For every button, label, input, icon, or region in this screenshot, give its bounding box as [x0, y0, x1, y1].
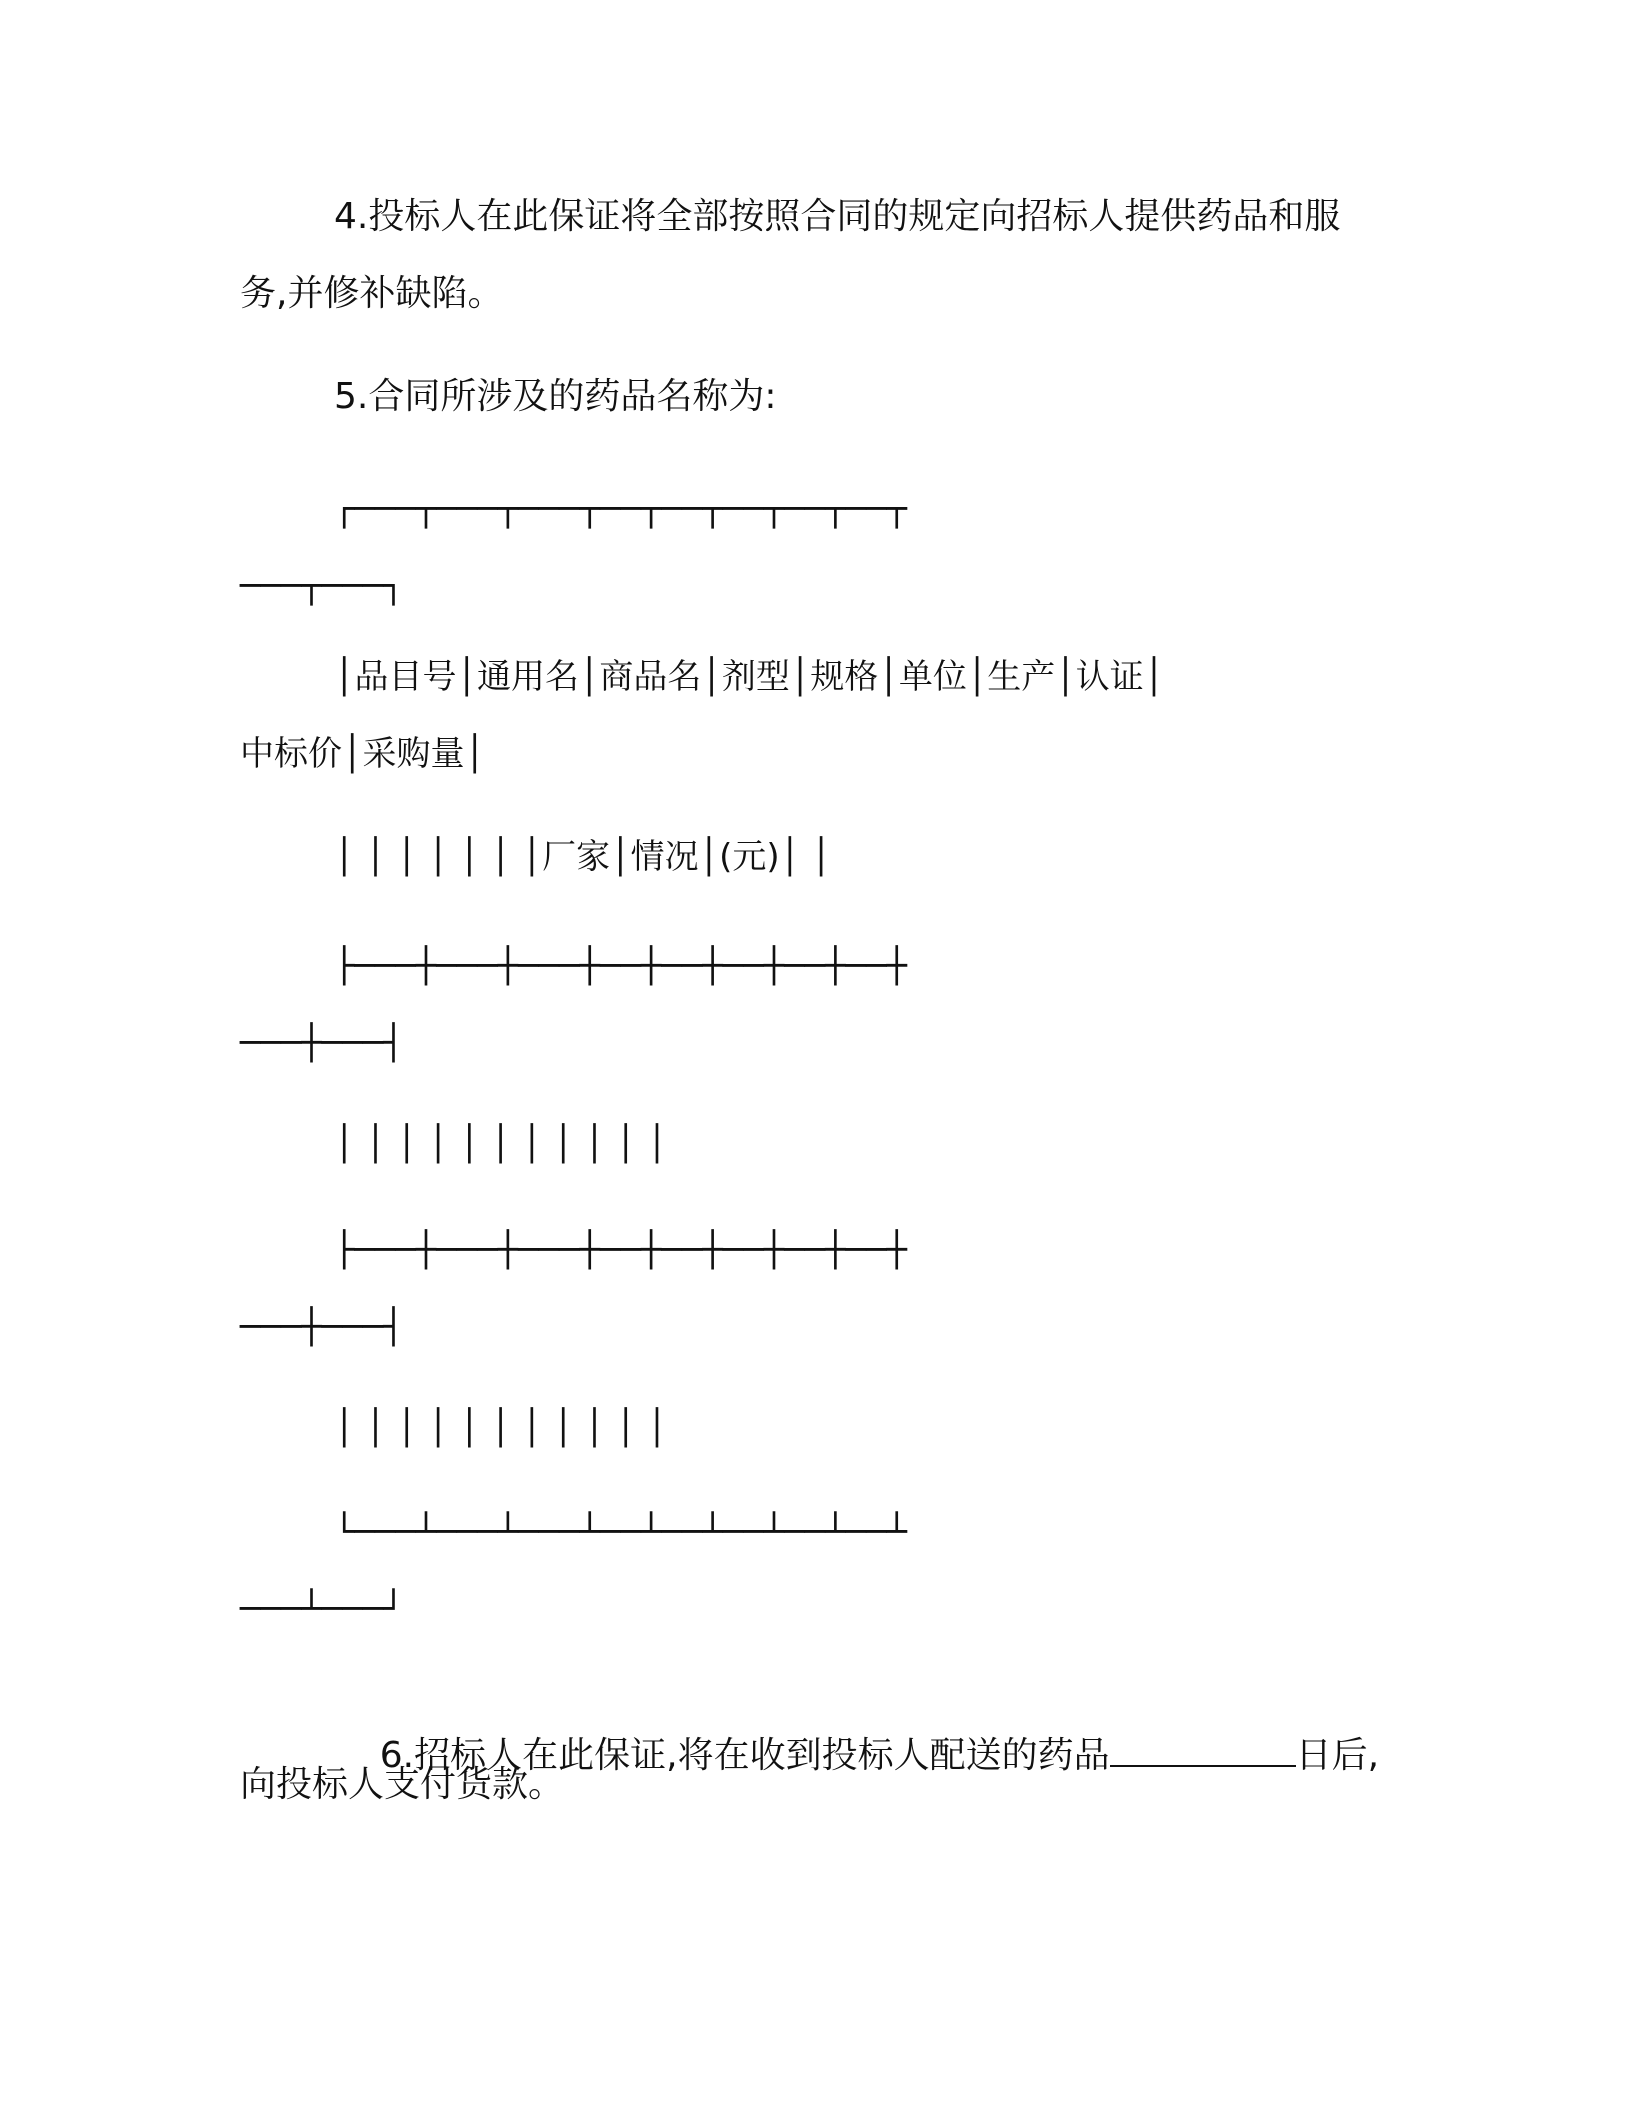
payment-days-blank	[1110, 1731, 1296, 1767]
table-bottom-border-line-2: ───┴───┘	[240, 1589, 404, 1629]
table-header-row-1-line-1: │品目号│通用名│商品名│剂型│规格│单位│生产│认证│	[334, 657, 1165, 697]
table-empty-row-1: │ │ │ │ │ │ │ │ │ │ │	[334, 1124, 668, 1164]
table-header-row-2: │ │ │ │ │ │ │厂家│情况│(元)│ │	[334, 837, 832, 877]
paragraph-4-line-2: 务,并修补缺陷。	[240, 273, 504, 314]
table-top-border-line-1: ┌───┬───┬───┬──┬──┬──┬──┬──┬	[334, 489, 908, 529]
table-middle-border-b-line-2: ───┼───┤	[240, 1307, 404, 1347]
paragraph-6-line-1	[334, 1685, 1380, 1776]
table-middle-border-a-line-2: ───┼───┤	[240, 1023, 404, 1063]
paragraph-6-line-2: 向投标人支付货款。	[240, 1764, 565, 1805]
table-top-border-line-2: ───┬───┐	[240, 566, 404, 606]
table-middle-border-a-line-1: ├───┼───┼───┼──┼──┼──┼──┼──┼	[334, 946, 908, 986]
table-header-row-1-line-2: 中标价│采购量│	[240, 734, 485, 774]
table-bottom-border-line-1: └───┴───┴───┴──┴──┴──┴──┴──┴	[334, 1512, 908, 1552]
paragraph-6-text-after-blank: 日后,	[1295, 1735, 1380, 1776]
paragraph-4-line-1: 4.投标人在此保证将全部按照合同的规定向招标人提供药品和服	[334, 196, 1341, 237]
paragraph-5: 5.合同所涉及的药品名称为:	[334, 376, 777, 417]
table-empty-row-2: │ │ │ │ │ │ │ │ │ │ │	[334, 1408, 668, 1448]
table-middle-border-b-line-1: ├───┼───┼───┼──┼──┼──┼──┼──┼	[334, 1230, 908, 1270]
paragraph-6-text-before-blank: 6.招标人在此保证,将在收到投标人配送的药品	[379, 1735, 1110, 1776]
